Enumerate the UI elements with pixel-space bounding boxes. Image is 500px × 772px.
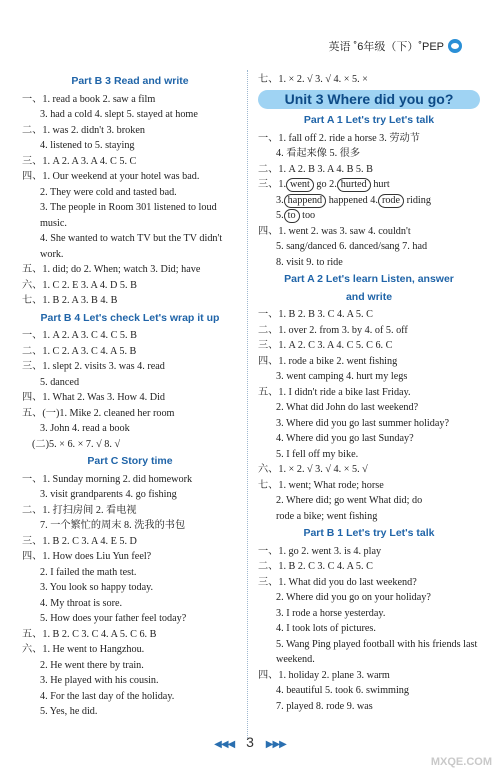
answer-line: 5. I fell off my bike. <box>276 448 359 460</box>
answer-line: 七、1. × 2. √ 3. √ 4. × 5. × <box>258 74 368 85</box>
answer-line: 四、1. Our weekend at your hotel was bad. <box>22 171 200 182</box>
answer-line: 4. listened to 5. staying <box>40 140 135 151</box>
unit-title-banner: Unit 3 Where did you go? <box>258 90 480 110</box>
answer-line: 3. The people in Room 301 listened to loud music. <box>40 202 217 229</box>
answer-line: 3. Where did you go last summer holiday? <box>276 417 449 429</box>
answer-line: 五、1. did; do 2. When; watch 3. Did; have <box>22 264 201 275</box>
answer-line: 4. Where did you go last Sunday? <box>276 433 414 444</box>
header-title: 英语 ˚6年级（下）˚PEP <box>328 41 444 53</box>
answer-line: 2. Where did you go on your holiday? <box>276 592 431 603</box>
answer-line: 三、1. B 2. C 3. A 4. E 5. D <box>22 535 137 547</box>
circled-word: rode <box>378 194 404 208</box>
answer-line: 4. 看起来像 5. 很多 <box>276 148 361 159</box>
answer-line: 3. He played with his cousin. <box>40 675 159 686</box>
answer-line: 3. John 4. read a book <box>40 423 130 434</box>
circled-answer-line <box>258 177 480 193</box>
item-number: 三、1. <box>258 179 287 190</box>
answer-line: 一、1. B 2. B 3. C 4. A 5. C <box>258 309 373 320</box>
answer-line: 一、1. read a book 2. saw a film <box>22 93 156 105</box>
answer-line: 3. You look so happy today. <box>40 582 154 593</box>
circled-answer-line <box>258 208 480 224</box>
answer-line: 5. Wang Ping played football with his friends last weekend. <box>276 638 478 665</box>
answer-line: 5. How does your father feel today? <box>40 613 187 624</box>
page-number: 3 <box>246 734 254 750</box>
answer-line: 4. For the last day of the holiday. <box>40 690 175 702</box>
answer-line: 一、1. Sunday morning 2. did homework <box>22 473 193 485</box>
page-header <box>328 38 462 54</box>
answer-line: 四、1. How does Liu Yun feel? <box>22 551 152 562</box>
answer-line: 五、(一)1. Mike 2. cleaned her room <box>22 407 175 419</box>
item-number: 3. <box>276 194 284 206</box>
page-footer <box>0 734 500 750</box>
correct-word: happened 4. <box>326 194 378 206</box>
section-heading: and write <box>345 290 393 303</box>
answer-line: 四、1. rode a bike 2. went fishing <box>258 355 398 367</box>
section-heading: Part C Story time <box>87 455 173 467</box>
answer-line: 二、1. B 2. C 3. C 4. A 5. C <box>258 561 373 572</box>
section-heading: Part B 3 Read and write <box>71 75 189 87</box>
answer-line: 2. Where did; go went What did; do <box>276 495 423 506</box>
answer-line: 一、1. go 2. went 3. is 4. play <box>258 545 382 557</box>
answer-line: 七、1. went; What rode; horse <box>258 479 384 491</box>
answer-line: 四、1. What 2. Was 3. How 4. Did <box>22 392 166 403</box>
column-divider <box>247 70 248 740</box>
answer-line: rode a bike; went fishing <box>276 510 378 522</box>
answer-line: 2. They were cold and tasted bad. <box>40 186 177 198</box>
answer-line: 二、1. C 2. A 3. C 4. A 5. B <box>22 345 137 357</box>
answer-line: 六、1. C 2. E 3. A 4. D 5. B <box>22 279 137 291</box>
answer-line: 二、1. was 2. didn't 3. broken <box>22 124 145 136</box>
answer-line: 3. had a cold 4. slept 5. stayed at home <box>40 109 198 120</box>
circled-word: went <box>286 178 314 192</box>
answer-line: 四、1. holiday 2. plane 3. warm <box>258 669 390 681</box>
brand-logo-icon <box>448 39 462 53</box>
circled-word: to <box>284 209 300 223</box>
answer-line: 二、1. over 2. from 3. by 4. of 5. off <box>258 324 408 336</box>
answer-line: 六、1. × 2. √ 3. √ 4. × 5. √ <box>258 464 368 475</box>
answer-line: 2. What did John do last weekend? <box>276 402 419 413</box>
answer-line: 四、1. went 2. was 3. saw 4. couldn't <box>258 225 411 237</box>
answer-line: 三、1. slept 2. visits 3. was 4. read <box>22 361 165 372</box>
answer-line: 4. She wanted to watch TV but the TV didn't work. <box>40 233 223 260</box>
answer-line: 4. My throat is sore. <box>40 597 123 609</box>
correct-word: riding <box>404 194 431 206</box>
answer-line: 七、1. B 2. A 3. B 4. B <box>22 295 118 306</box>
answer-line: 一、1. fall off 2. ride a horse 3. 劳动节 <box>258 132 420 144</box>
answer-line: 8. visit 9. to ride <box>276 256 343 268</box>
answer-line: 五、1. I didn't ride a bike last Friday. <box>258 386 411 398</box>
section-heading: Part B 1 Let's try Let's talk <box>303 527 435 539</box>
item-number: 5. <box>276 210 284 221</box>
prev-arrows-icon: ◀◀◀ <box>214 739 235 750</box>
answer-line: 5. sang/danced 6. danced/sang 7. had <box>276 241 428 252</box>
answer-line: 5. Yes, he did. <box>40 706 98 717</box>
circled-answer-line <box>258 193 480 209</box>
left-column <box>22 72 238 720</box>
correct-word: hurt <box>370 179 390 190</box>
answer-line: 五、1. B 2. C 3. C 4. A 5. C 6. B <box>22 628 157 640</box>
section-heading: Part A 2 Let's learn Listen, answer <box>284 273 454 285</box>
correct-word: too <box>299 210 316 221</box>
next-arrows-icon: ▶▶▶ <box>265 739 286 750</box>
section-heading: Part A 1 Let's try Let's talk <box>303 114 435 126</box>
answer-line: 2. I failed the math test. <box>40 566 137 578</box>
answer-line: 7. 一个繁忙的周末 8. 洗我的书包 <box>40 520 186 531</box>
answer-line: 三、1. A 2. A 3. A 4. C 5. C <box>22 155 137 167</box>
answer-line: 3. visit grandparents 4. go fishing <box>40 489 177 500</box>
answer-line: 二、1. A 2. B 3. A 4. B 5. B <box>258 163 373 175</box>
answer-line: 5. danced <box>40 376 80 388</box>
answer-line: 三、1. What did you do last weekend? <box>258 576 417 588</box>
answer-line: 4. I took lots of pictures. <box>276 623 376 634</box>
answer-line: 一、1. A 2. A 3. C 4. C 5. B <box>22 330 137 341</box>
answer-line: 7. played 8. rode 9. was <box>276 700 373 712</box>
answer-line: (二)5. × 6. × 7. √ 8. √ <box>32 438 121 450</box>
answer-line: 二、1. 打扫房间 2. 看电视 <box>22 504 137 516</box>
correct-word: go 2. <box>313 179 337 190</box>
answer-line: 3. went camping 4. hurt my legs <box>276 371 408 382</box>
answer-line: 2. He went there by train. <box>40 659 144 671</box>
answer-line: 六、1. He went to Hangzhou. <box>22 644 145 655</box>
circled-word: happend <box>284 194 327 208</box>
answer-line: 3. I rode a horse yesterday. <box>276 607 386 619</box>
answer-line: 4. beautiful 5. took 6. swimming <box>276 685 409 696</box>
answer-line: 三、1. A 2. C 3. A 4. C 5. C 6. C <box>258 340 393 351</box>
right-column <box>258 72 480 714</box>
circled-word: hurted <box>337 178 371 192</box>
section-heading: Part B 4 Let's check Let's wrap it up <box>40 311 220 324</box>
watermark: MXQE.COM <box>430 756 492 768</box>
